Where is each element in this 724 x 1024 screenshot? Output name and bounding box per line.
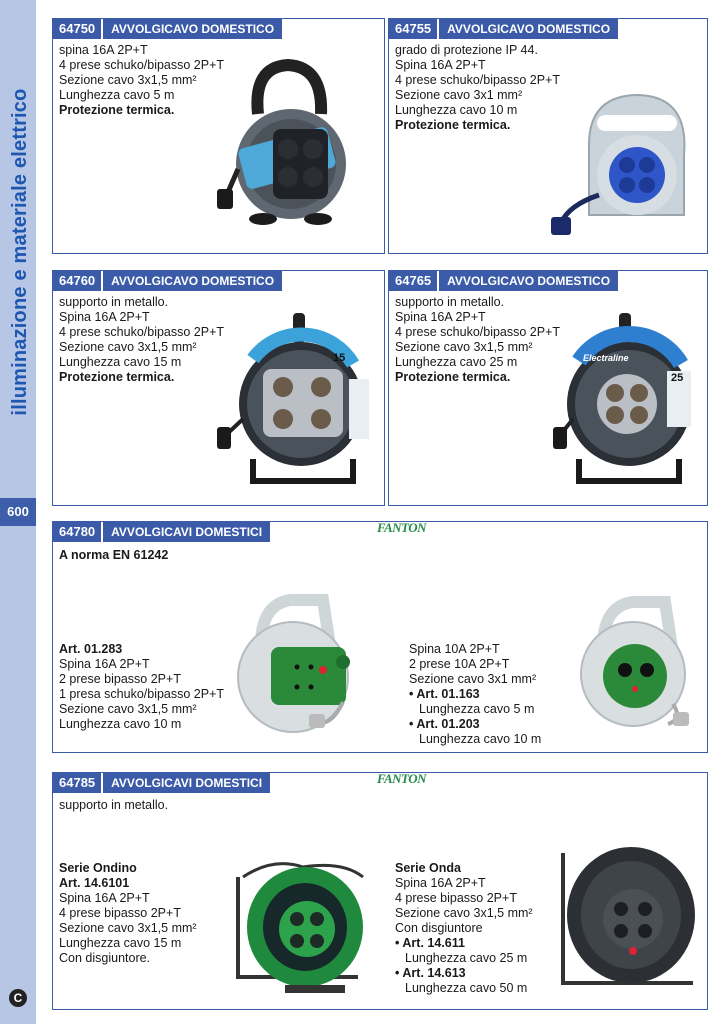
article-bullet: • Art. 14.613 [395, 966, 466, 980]
desc-line: supporto in metallo. [59, 295, 169, 309]
reel-brand-label: Electraline [583, 353, 629, 363]
product-description [59, 295, 224, 385]
desc-bold-line: Protezione termica. [59, 370, 175, 384]
product-description [395, 43, 560, 133]
product-code: 64755 [389, 19, 437, 39]
product-code: 64760 [53, 271, 101, 291]
desc-line: 4 prese bipasso 2P+T [59, 906, 181, 920]
desc-bold-line: Protezione termica. [395, 370, 511, 384]
desc-line: Spina 16A 2P+T [59, 310, 150, 324]
desc-line: 4 prese schuko/bipasso 2P+T [59, 58, 225, 72]
article-bullet: • Art. 01.203 [409, 717, 480, 731]
cable-reel-image [549, 85, 699, 245]
product-name: AVVOLGICAVO DOMESTICO [439, 19, 618, 39]
product-header [53, 773, 270, 793]
product-name: AVVOLGICAVI DOMESTICI [103, 773, 270, 793]
desc-line: Spina 16A 2P+T [395, 58, 486, 72]
product-header [389, 271, 618, 291]
desc-line: 4 prese schuko/bipasso 2P+T [395, 73, 561, 87]
desc-line: Spina 16A 2P+T [395, 876, 486, 890]
product-subtitle: A norma EN 61242 [59, 548, 169, 562]
product-box-64760 [52, 270, 385, 506]
desc-line: 2 prese bipasso 2P+T [59, 672, 181, 686]
cable-reel-image [231, 592, 356, 742]
reel-length-label: 25 [671, 372, 684, 384]
desc-line: Lunghezza cavo 15 m [59, 936, 182, 950]
desc-line: Spina 16A 2P+T [59, 657, 150, 671]
desc-line: Spina 16A 2P+T [395, 310, 486, 324]
brand-logo: FANTON [377, 520, 427, 535]
product-description [395, 295, 560, 385]
desc-line: Sezione cavo 3x1,5 mm² [59, 340, 197, 354]
desc-line: Sezione cavo 3x1,5 mm² [395, 906, 533, 920]
desc-bold-line: Protezione termica. [59, 103, 175, 117]
product-box-64750 [52, 18, 385, 254]
product-code: 64750 [53, 19, 101, 39]
series-name: Serie Onda [395, 861, 461, 875]
desc-line: 2 prese 10A 2P+T [409, 657, 510, 671]
product-box-64780 [52, 521, 708, 753]
product-code: 64765 [389, 271, 437, 291]
product-box-64755 [388, 18, 708, 254]
desc-line: grado di protezione IP 44. [395, 43, 538, 57]
product-header [389, 19, 618, 39]
section-title: illuminazione e materiale elettrico [9, 88, 31, 416]
desc-line: spina 16A 2P+T [59, 43, 148, 57]
sidebar [0, 0, 36, 1024]
desc-line: Lunghezza cavo 25 m [405, 951, 528, 965]
page-number: 600 [0, 498, 36, 526]
desc-line: supporto in metallo. [395, 295, 505, 309]
corner-logo-icon: C [9, 989, 27, 1007]
cable-reel-image [573, 594, 698, 734]
desc-line: Spina 10A 2P+T [409, 642, 500, 656]
desc-bold-line: Protezione termica. [395, 118, 511, 132]
desc-line: Lunghezza cavo 5 m [59, 88, 175, 102]
product-box-64785 [52, 772, 708, 1010]
desc-line: Lunghezza cavo 10 m [395, 103, 518, 117]
product-name: AVVOLGICAVO DOMESTICO [103, 19, 282, 39]
desc-line: 4 prese schuko/bipasso 2P+T [59, 325, 225, 339]
product-header [53, 522, 270, 542]
product-subtitle: supporto in metallo. [59, 798, 169, 812]
desc-line: Sezione cavo 3x1,5 mm² [59, 702, 197, 716]
desc-line: Lunghezza cavo 15 m [59, 355, 182, 369]
brand-logo: FANTON [377, 771, 427, 786]
product-box-64765 [388, 270, 708, 506]
cable-reel-image [233, 857, 368, 1002]
desc-line: Sezione cavo 3x1 mm² [395, 88, 523, 102]
article-number: Art. 14.6101 [59, 876, 130, 890]
product-name: AVVOLGICAVI DOMESTICI [103, 522, 270, 542]
desc-line: Lunghezza cavo 10 m [59, 717, 182, 731]
product-header [53, 19, 282, 39]
desc-line: Sezione cavo 3x1,5 mm² [59, 73, 197, 87]
desc-line: Sezione cavo 3x1,5 mm² [59, 921, 197, 935]
desc-line: Sezione cavo 3x1,5 mm² [395, 340, 533, 354]
desc-line: Sezione cavo 3x1 mm² [409, 672, 537, 686]
article-number: Art. 01.283 [59, 642, 123, 656]
desc-line: Con disgiuntore. [59, 951, 151, 965]
product-name: AVVOLGICAVO DOMESTICO [103, 271, 282, 291]
desc-line: Lunghezza cavo 10 m [419, 732, 542, 746]
product-code: 64780 [53, 522, 101, 542]
desc-line: Lunghezza cavo 25 m [395, 355, 518, 369]
desc-line: Lunghezza cavo 5 m [419, 702, 535, 716]
cable-reel-image [549, 309, 699, 489]
cable-reel-image [213, 309, 378, 489]
product-description [59, 43, 224, 118]
reel-length-label: 15 [333, 352, 346, 364]
desc-line: 4 prese schuko/bipasso 2P+T [395, 325, 561, 339]
desc-line: Lunghezza cavo 50 m [405, 981, 528, 995]
product-right-description [409, 642, 541, 747]
product-right-description [395, 861, 533, 996]
product-left-description [59, 861, 197, 966]
desc-line: Con disgiuntore [395, 921, 483, 935]
article-bullet: • Art. 01.163 [409, 687, 480, 701]
desc-line: 1 presa schuko/bipasso 2P+T [59, 687, 225, 701]
desc-line: 4 prese bipasso 2P+T [395, 891, 517, 905]
product-code: 64785 [53, 773, 101, 793]
product-left-description [59, 642, 224, 732]
article-bullet: • Art. 14.611 [395, 936, 465, 950]
cable-reel-image [213, 59, 363, 229]
product-header [53, 271, 282, 291]
product-name: AVVOLGICAVO DOMESTICO [439, 271, 618, 291]
series-name: Serie Ondino [59, 861, 137, 875]
desc-line: Spina 16A 2P+T [59, 891, 150, 905]
cable-reel-image [553, 833, 703, 993]
